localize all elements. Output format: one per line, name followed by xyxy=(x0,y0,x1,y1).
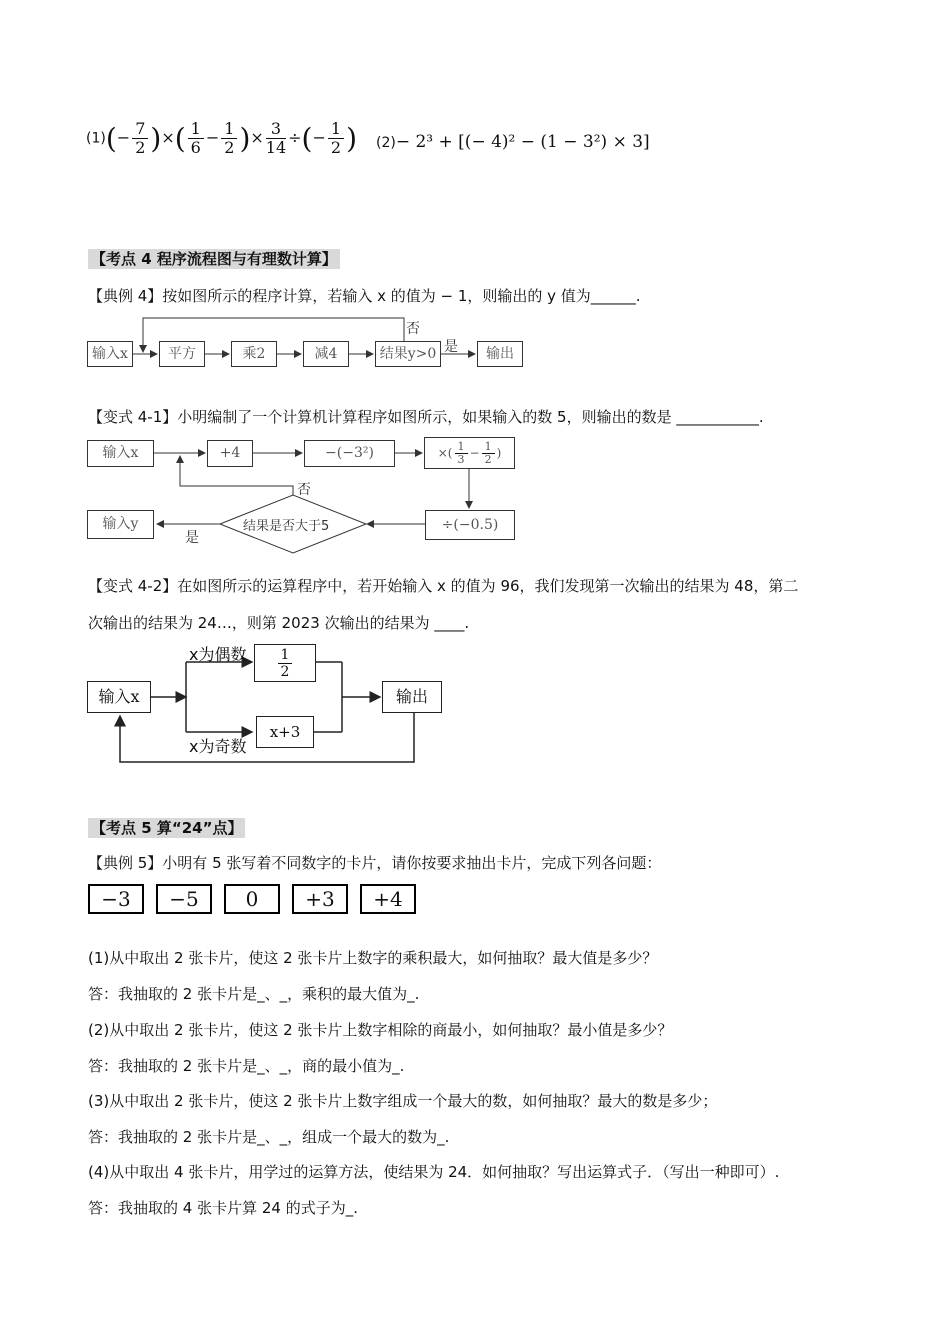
question-4: (4)从中取出 4 张卡片，用学过的运算方法，使结果为 24．如何抽取？写出运算式子．（写出一种即可）. xyxy=(88,1163,780,1181)
answer-4: 答：我抽取的 4 张卡片算 24 的式子为_. xyxy=(88,1199,358,1217)
card-neg-5: −5 xyxy=(156,884,212,914)
problem-2-label: (2) xyxy=(376,135,396,151)
box-times-2: 乘2 xyxy=(231,341,277,367)
box-minus-4: 减4 xyxy=(303,341,349,367)
section-5-heading: 【考点 5 算“24”点】 xyxy=(88,818,245,838)
box-input-x-2: 输入x xyxy=(87,440,154,467)
example-5-text: 【典例 5】小明有 5 张写着不同数字的卡片，请你按要求抽出卡片，完成下列各问题： xyxy=(88,854,662,872)
variant-4-2-text-1: 【变式 4-2】在如图所示的运算程序中，若开始输入 x 的值为 96，我们发现第一次输出的结果为 48，第二 xyxy=(88,577,799,595)
label-even: x为偶数 xyxy=(189,645,247,664)
problem-1: (1)(− $\frac{7}{2}$ )×( $\frac{1}{6}$ − $\frac{1}{2}$ )× $\frac{3}{14}$ ÷(− $\frac{1}{2}$ ) xyxy=(86,119,358,157)
box-input-x: 输入x xyxy=(87,341,133,367)
box-minus-neg-3-squared: −(−3²) xyxy=(304,440,395,467)
variant-4-2-text-2: 次输出的结果为 24…，则第 2023 次输出的结果为 ____. xyxy=(88,614,470,632)
card-zero: 0 xyxy=(224,884,280,914)
section-4-heading: 【考点 4 程序流程图与有理数计算】 xyxy=(88,249,340,269)
problem-1-label: (1) xyxy=(86,130,106,147)
box-divide-neg-0-5: ÷(−0.5) xyxy=(425,510,515,540)
box-half: $\frac{1}{2}$ xyxy=(254,644,316,682)
box-square: 平方 xyxy=(159,341,205,367)
label-no: 否 xyxy=(406,321,420,337)
answer-3: 答：我抽取的 2 张卡片是_、_，组成一个最大的数为_. xyxy=(88,1128,450,1146)
label-odd: x为奇数 xyxy=(189,737,247,756)
question-2: (2)从中取出 2 张卡片，使这 2 张卡片上数字相除的商最小，如何抽取？最小值是多少？ xyxy=(88,1021,673,1039)
diamond-result-check: 结果是否大于5 xyxy=(243,519,330,534)
label-yes: 是 xyxy=(444,339,458,355)
card-pos-3: +3 xyxy=(292,884,348,914)
label-no-2: 否 xyxy=(297,482,311,498)
answer-1: 答：我抽取的 2 张卡片是_、_，乘积的最大值为_. xyxy=(88,985,420,1003)
problem-2-expr: − 2³ + [(− 4)² − (1 − 3²) × 3] xyxy=(395,132,650,152)
question-1: (1)从中取出 2 张卡片，使这 2 张卡片上数字的乘积最大，如何抽取？最大值是多少？ xyxy=(88,949,658,967)
box-output-3: 输出 xyxy=(382,681,442,713)
box-output: 输出 xyxy=(477,341,523,367)
question-3: (3)从中取出 2 张卡片，使这 2 张卡片上数字组成一个最大的数，如何抽取？最大的数是多少； xyxy=(88,1092,718,1110)
section-5-heading-row xyxy=(88,817,245,838)
label-yes-2: 是 xyxy=(185,530,199,546)
box-output-y: 输入y xyxy=(87,510,154,539)
answer-2: 答：我抽取的 2 张卡片是_、_，商的最小值为_. xyxy=(88,1057,405,1075)
card-pos-4: +4 xyxy=(360,884,416,914)
card-neg-3: −3 xyxy=(88,884,144,914)
box-result-check: 结果y>0 xyxy=(375,341,441,367)
example-4-text: 【典例 4】按如图所示的程序计算，若输入 x 的值为 − 1，则输出的 y 值为______. xyxy=(88,287,641,305)
box-x-plus-3: x+3 xyxy=(256,716,314,748)
box-plus-4: +4 xyxy=(207,440,253,467)
variant-4-1-text: 【变式 4-1】小明编制了一个计算机计算程序如图所示，如果输入的数 5，则输出的数是 ___________. xyxy=(88,408,764,426)
box-input-x-3: 输入x xyxy=(87,681,151,713)
box-times-fraction: ×( $\frac{1}{3}$ − $\frac{1}{2}$ ) xyxy=(424,437,515,469)
